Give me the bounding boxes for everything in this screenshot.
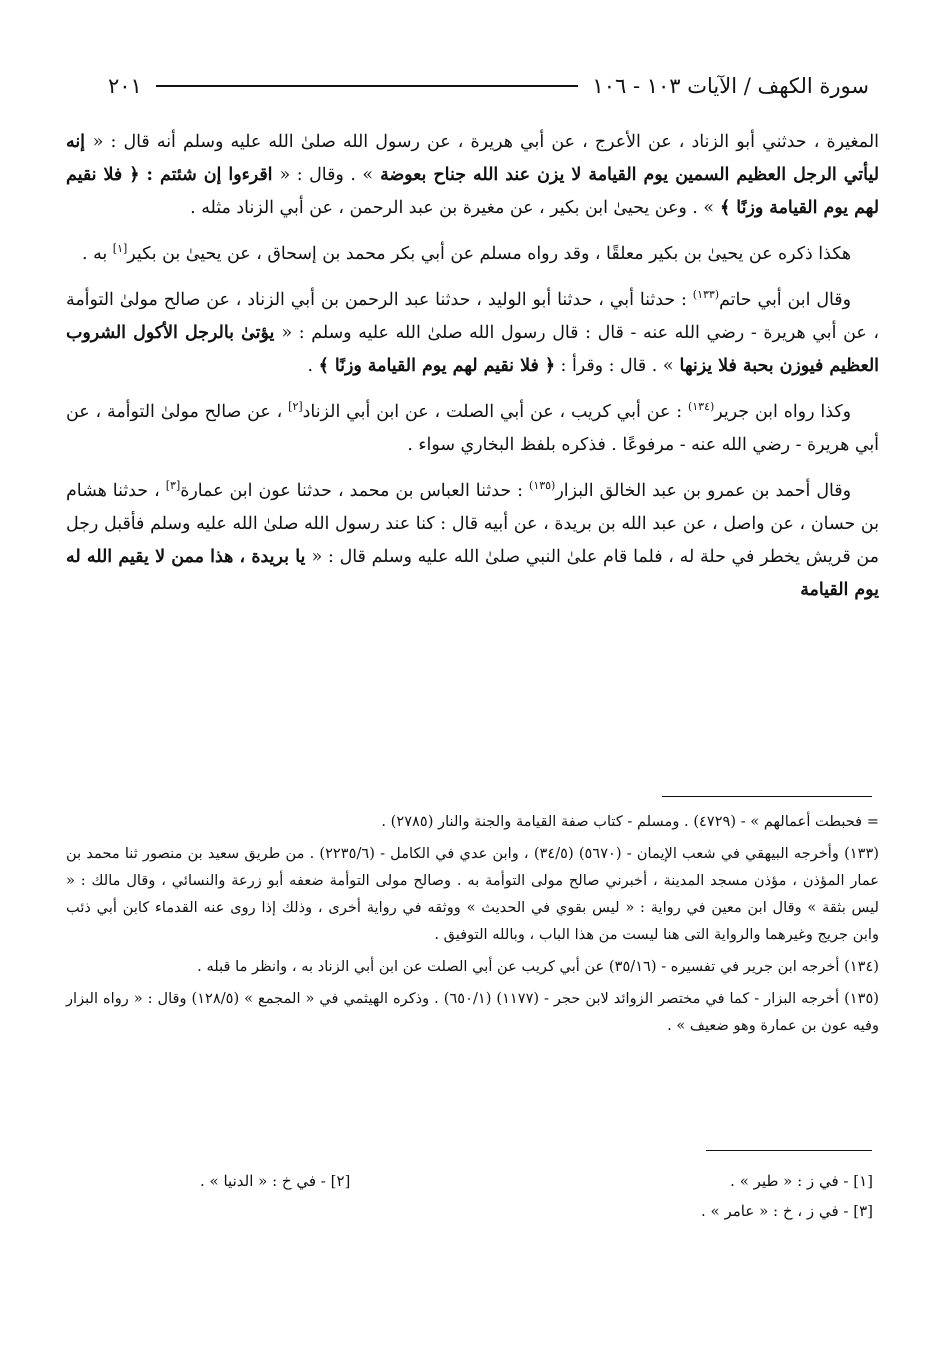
variant-ref: [٢] (288, 400, 303, 414)
text-run: » . قال : وقرأ : (555, 356, 674, 376)
text-run: المغيرة ، حدثني أبو الزناد ، عن الأعرج ، عن أبي هريرة ، عن رسول الله صلىٰ الله عليه وسلم أنه قال : « (92, 132, 879, 152)
text-run: ، عن صالح مولىٰ التوأمة ، عن أبي هريرة - رضي الله عنه - مرفوعًا . فذكره بلفظ البخاري سواء . (66, 402, 879, 455)
footnote-133: (١٣٣) وأخرجه البيهقي في شعب الإيمان - (٥٦٧٠) (٣٤/٥) ، وابن عدي في الكامل - (٢٢٣٥/٦) . من طريق سعيد بن منصور ثنا محمد بن عمار المؤذن ، مؤذن مسجد المدينة ، أخبرني صالح مولى التوأمة به . وصالح مولى التوأمة ضعفه أبو زرعة والنسائي ، وقال مالك : « ليس بثقة » وقال ابن معين في رواية : « ليس بقوي في الحديث » ووثقه في رواية أخرى ، وذلك إذا روى عنه القدماء كابن أبي ذئب وابن جريج وغيرهما والرواية التى هنا ليست من هذا الباب ، وبالله التوفيق . (66, 845, 879, 943)
text-run: : حدثنا العباس بن محمد ، حدثنا عون ابن عمارة (180, 481, 530, 501)
paragraph-4 (66, 396, 879, 462)
variant-ref: [٣] (165, 479, 181, 493)
variant-2: [٢] - في خ : « الدنيا » . (200, 1172, 351, 1190)
text-run: : حدثنا أبي ، حدثنا أبو الوليد ، حدثنا عبد الرحمن بن أبي الزناد ، عن صالح مولىٰ التوأمة ، عن أبي هريرة - رضي الله عنه - قال : قال رسول الله صلىٰ الله عليه وسلم : « (66, 290, 879, 343)
footnote-ref: (١٣٤) (687, 400, 715, 414)
surah-title: سورة الكهف / الآيات ١٠٣ - ١٠٦ (592, 74, 869, 98)
text-run: » . وعن يحيىٰ ابن بكير ، عن مغيرة بن عبد الرحمن ، عن أبي الزناد مثله . (190, 198, 714, 218)
variant-ref: [١] (112, 242, 128, 256)
footnote-ref: (١٣٣) (692, 288, 720, 302)
quran-verse: ﴿ فلا نقيم لهم يوم القيامة وزنًا ﴾ (318, 356, 556, 376)
paragraph-3 (66, 284, 879, 383)
header-rule (156, 85, 579, 87)
text-run: » . وقال : « (279, 165, 374, 185)
footnote-continued: = فحبطت أعمالهم » - (٤٧٢٩) . ومسلم - كتاب صفة القيامة والجنة والنار (٢٧٨٥) . (381, 813, 879, 830)
paragraph-5 (66, 475, 879, 607)
hadith-text: يا بريدة ، هذا ممن لا يقيم الله له يوم القيامة (66, 547, 879, 600)
variant-1: [١] - في ز : « طير » . (730, 1172, 873, 1190)
text-run: وكذا رواه ابن جرير (714, 402, 851, 422)
hadith-text: يؤتىٰ بالرجل الأكول الشروب العظيم فيوزن بحبة فلا يزنها (66, 323, 879, 376)
variants-row (200, 1166, 873, 1196)
footnote-divider (662, 796, 872, 797)
hadith-text: إنه ليأتي الرجل العظيم السمين يوم القيامة لا يزن عند الله جناح بعوضة (66, 132, 879, 185)
variant-3: [٣] - في ز ، خ : « عامر » . (701, 1202, 873, 1220)
text-run: هكذا ذكره عن يحيىٰ بن بكير معلقًا ، وقد رواه مسلم عن أبي بكر محمد بن إسحاق ، عن يحيىٰ بن بكير (127, 244, 851, 264)
footnote-ref: (١٣٥) (529, 479, 556, 493)
main-text (66, 126, 879, 620)
page-number: ٢٠١ (108, 74, 142, 98)
running-header (108, 66, 869, 106)
text-run: وقال ابن أبي حاتم (719, 290, 851, 310)
text-run: . (307, 356, 319, 376)
manuscript-variants (200, 1166, 873, 1226)
footnotes (66, 808, 879, 1044)
text-run: به . (82, 244, 113, 264)
paragraph-2 (66, 238, 879, 271)
hadith-text: اقرءوا إن شئتم : ﴿ فلا نقيم لهم يوم القيامة وزنًا ﴾ (66, 165, 879, 218)
text-run: ، حدثنا هشام بن حسان ، عن واصل ، عن عبد الله بن بريدة ، عن أبيه قال : كنا عند رسول الله صلىٰ الله عليه وسلم فأقبل رجل من قريش يخطر في حلة له ، فلما قام علىٰ النبي صلىٰ الله عليه وسلم قال : « (66, 481, 879, 567)
footnote-134: (١٣٤) أخرجه ابن جرير في تفسيره - (٣٥/١٦) عن أبي كريب عن أبي الصلت عن ابن أبي الزناد به ، وانظر ما قبله . (197, 958, 879, 975)
paragraph-1 (66, 126, 879, 225)
text-run: وقال أحمد بن عمرو بن عبد الخالق البزار (555, 481, 851, 501)
text-run: : عن أبي كريب ، عن أبي الصلت ، عن ابن أبي الزناد (302, 402, 688, 422)
variants-row (200, 1196, 873, 1226)
footnote-135: (١٣٥) أخرجه البزار - كما في مختصر الزوائد لابن حجر - (١١٧٧) (٦٥٠/١) . وذكره الهيثمي في « المجمع » (١٢٨/٥) وقال : « رواه البزار وفيه عون بن عمارة وهو ضعيف » . (66, 990, 879, 1034)
variants-divider (706, 1150, 872, 1151)
